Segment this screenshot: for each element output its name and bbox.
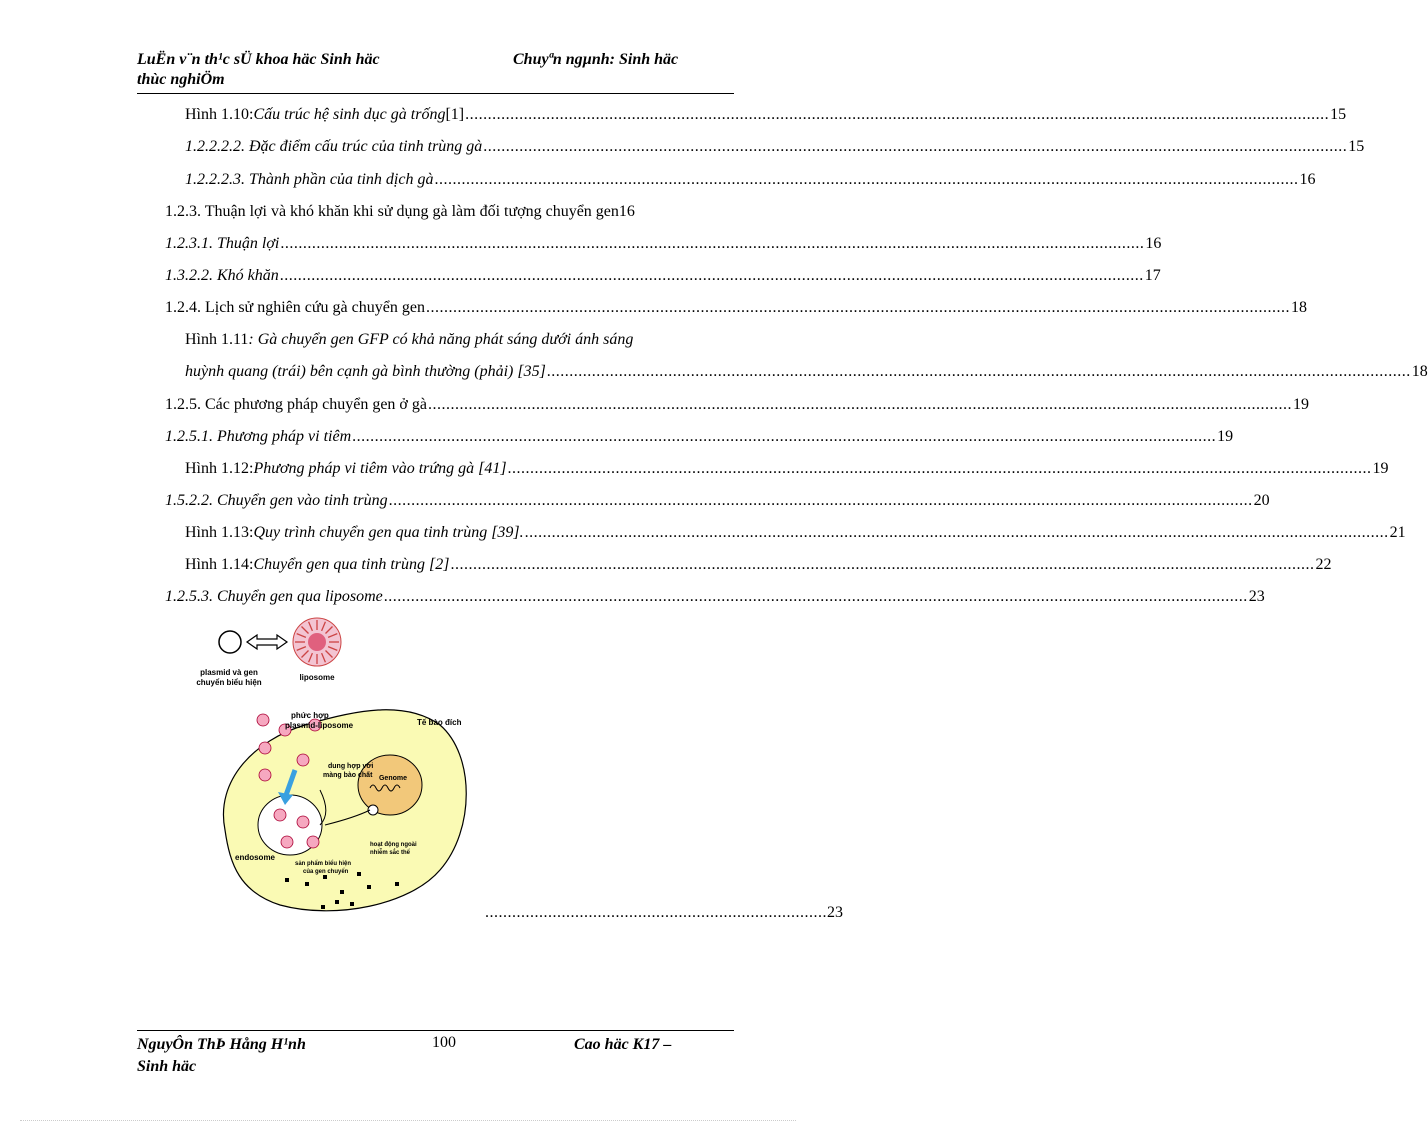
toc-entry[interactable] xyxy=(165,586,1265,608)
toc-page: 18 xyxy=(1290,299,1307,316)
product-label-line2: của gen chuyển xyxy=(303,869,349,875)
toc-leader xyxy=(280,265,1144,287)
toc-leader xyxy=(352,426,1216,448)
toc-page: 19 xyxy=(1292,396,1309,413)
complex-label: phức hợp xyxy=(291,711,329,720)
extrachrom-label: hoạt động ngoài xyxy=(370,842,417,848)
toc-page: 16 xyxy=(618,203,635,220)
endosome-label: endosome xyxy=(235,853,276,862)
header-specialty: Chuyªn ngµnh: Sinh häc xyxy=(513,51,679,68)
toc-leader xyxy=(384,586,1248,608)
toc-leader xyxy=(450,554,1314,576)
toc-entry[interactable] xyxy=(165,394,1309,416)
toc-entry[interactable] xyxy=(165,426,1234,448)
toc-page: 18 xyxy=(1411,363,1428,380)
toc-page: 15 xyxy=(1348,138,1365,155)
footer-rule xyxy=(137,1030,734,1031)
toc-leader xyxy=(426,297,1290,319)
footer-author-line2: Sinh häc xyxy=(137,1058,197,1075)
toc-page: 22 xyxy=(1315,556,1332,573)
target-cell xyxy=(223,710,466,911)
complex-label-line2: plasmid-liposome xyxy=(285,721,354,730)
toc-title: 1.3.2.2. Khó khăn xyxy=(165,267,279,284)
toc-page: 21 xyxy=(1389,524,1406,541)
liposome-icon xyxy=(293,618,341,666)
header-title-line2: thùc nghiÖm xyxy=(137,71,225,88)
toc-title: 1.2.3. Thuận lợi và khó khăn khi sử dụng gà làm đối tượng chuyển gen xyxy=(165,203,619,220)
page-number: 100 xyxy=(432,1034,456,1051)
toc-leader xyxy=(428,394,1292,416)
toc-title: Phương pháp vi tiêm vào trứng gà [41] xyxy=(253,460,507,477)
toc-page: 23 xyxy=(827,904,843,921)
toc-page: 20 xyxy=(1253,492,1270,509)
toc-leader xyxy=(483,136,1347,158)
toc-leader xyxy=(525,522,1389,544)
toc-title: 1.5.2.2. Chuyển gen vào tinh trùng xyxy=(165,492,388,509)
toc-page: 19 xyxy=(1217,428,1234,445)
liposome-label: liposome xyxy=(299,673,335,682)
footer-course: Cao häc K17 – xyxy=(574,1036,672,1053)
toc-ref: [1] xyxy=(445,106,465,123)
toc-leader xyxy=(434,169,1298,191)
fusion-label: dung hợp với xyxy=(328,763,374,770)
plasmid-label: plasmid và gen xyxy=(200,668,258,677)
toc-title: Cấu trúc hệ sinh dục gà trống xyxy=(253,106,446,123)
toc-entry[interactable] xyxy=(185,522,1406,544)
toc-entry[interactable] xyxy=(185,458,1389,480)
toc-title: 1.2.4. Lịch sử nghiên cứu gà chuyển gen xyxy=(165,299,425,316)
toc-entry[interactable] xyxy=(165,233,1162,255)
toc-title: 1.2.3.1. Thuận lợi xyxy=(165,235,280,252)
plasmid-circle xyxy=(219,631,241,653)
toc-title: Chuyển gen qua tinh trùng [2] xyxy=(253,556,450,573)
toc-page: 16 xyxy=(1299,171,1316,188)
toc-leader xyxy=(280,233,1144,255)
fusion-label-line2: màng bào chất xyxy=(323,772,373,779)
toc-label: Hình 1.14: xyxy=(185,556,254,573)
toc-entry[interactable] xyxy=(165,297,1307,319)
toc-entry-continued[interactable] xyxy=(185,361,1428,383)
footer-author: NguyÔn ThÞ Hång H¹nh xyxy=(137,1036,306,1053)
extrachrom-label-line2: nhiễm sắc thể xyxy=(370,850,411,856)
toc-leader xyxy=(508,458,1372,480)
toc-page: 19 xyxy=(1372,460,1389,477)
toc-entry[interactable] xyxy=(185,169,1316,191)
toc-label: Hình 1.13: xyxy=(185,524,254,541)
toc-entry[interactable] xyxy=(185,104,1347,126)
toc-title: 1.2.5.3. Chuyển gen qua liposome xyxy=(165,588,383,605)
toc-page: 15 xyxy=(1330,106,1347,123)
toc-entry[interactable] xyxy=(165,490,1270,512)
liposome-transfection-figure xyxy=(185,620,485,920)
page-edge xyxy=(20,1120,796,1121)
toc-page: 23 xyxy=(1248,588,1265,605)
toc-title: 1.2.5. Các phương pháp chuyển gen ở gà xyxy=(165,396,427,413)
toc-title: 1.2.2.2.3. Thành phần của tinh dịch gà xyxy=(185,171,434,188)
target-cell-label: Tế bào đích xyxy=(417,718,462,727)
toc-label: Hình 1.11 xyxy=(185,331,249,348)
toc-title: 1.2.2.2.2. Đặc điểm cấu trúc của tinh trùng gà xyxy=(185,138,483,155)
toc-entry[interactable] xyxy=(165,201,728,223)
toc-title: 1.2.5.1. Phương pháp vi tiêm xyxy=(165,428,352,445)
toc-title: huỳnh quang (trái) bên cạnh gà bình thường (phải) [35] xyxy=(185,363,546,380)
genome-label: Genome xyxy=(378,775,408,782)
toc-leader xyxy=(547,361,1411,383)
double-arrow-icon xyxy=(247,635,287,649)
plasmid-label-line2: chuyển biểu hiện xyxy=(196,678,262,687)
header-title: LuËn v¨n th¹c sÜ khoa häc Sinh häc xyxy=(137,51,380,68)
toc-entry[interactable] xyxy=(165,265,1161,287)
toc-title: Quy trình chuyển gen qua tinh trùng [39]. xyxy=(253,524,524,541)
header-rule xyxy=(137,93,734,94)
toc-page: 17 xyxy=(1144,267,1161,284)
toc-leader xyxy=(465,104,1329,126)
toc-entry[interactable] xyxy=(185,136,1365,158)
toc-entry[interactable] xyxy=(185,329,728,351)
toc-label: Hình 1.10: xyxy=(185,106,254,123)
figure-toc-leader xyxy=(485,902,843,924)
product-label: sản phẩm biểu hiện xyxy=(295,861,352,867)
toc-title: : Gà chuyển gen GFP có khả năng phát sáng dưới ánh sáng xyxy=(248,331,634,348)
toc-entry[interactable] xyxy=(185,554,1332,576)
toc-leader: ............................................................................ xyxy=(485,904,827,921)
toc-leader xyxy=(389,490,1253,512)
toc-page: 16 xyxy=(1145,235,1162,252)
toc-label: Hình 1.12: xyxy=(185,460,254,477)
